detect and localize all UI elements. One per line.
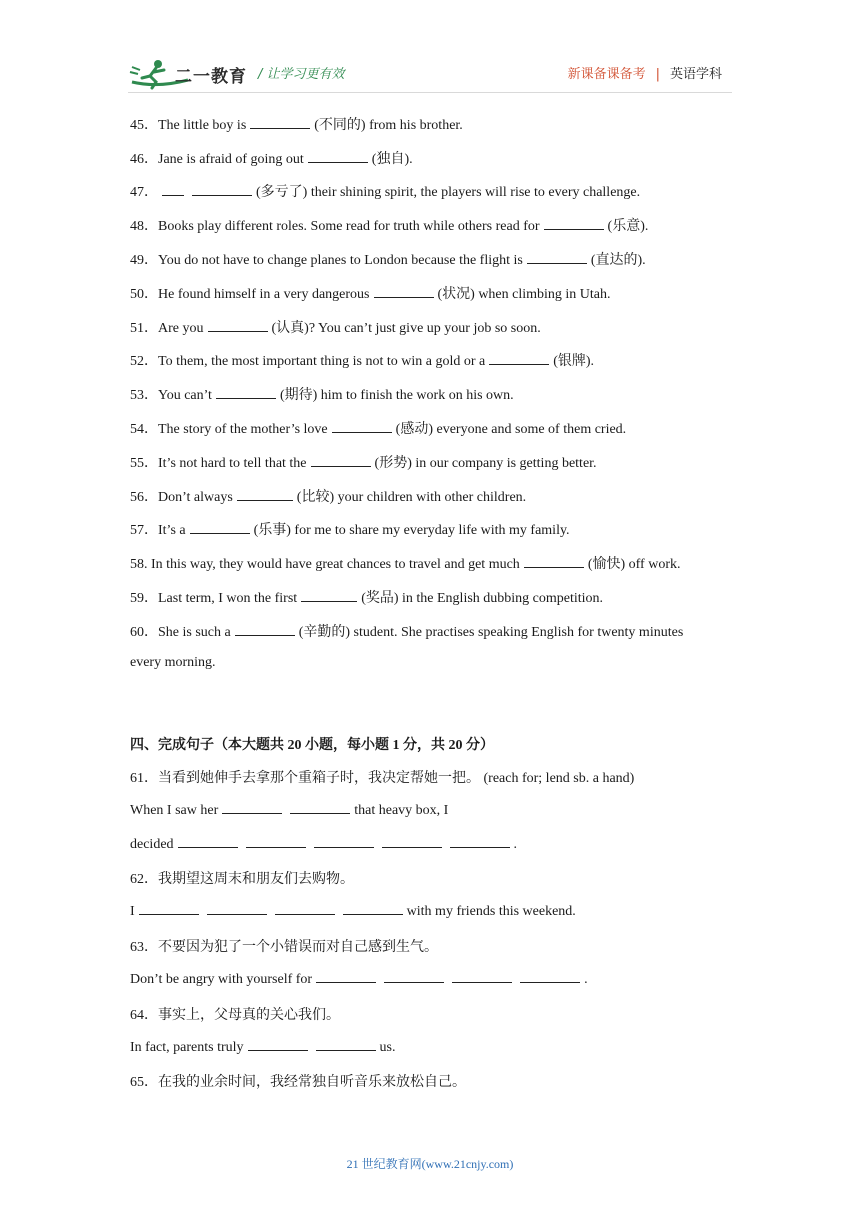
section-title: 四、完成句子（本大题共 20 小题，每小题 1 分，共 20 分） (130, 738, 494, 753)
answer-blank[interactable] (190, 521, 250, 534)
answer-blank[interactable] (275, 902, 335, 915)
answer-blank[interactable] (178, 835, 238, 848)
question-46: 46．Jane is afraid of going out (独自). (130, 152, 413, 167)
answer-blank[interactable] (139, 902, 199, 915)
question-58: 58. In this way, they would have great chances to travel and get much (愉快) off work. (130, 557, 681, 572)
answer-blank[interactable] (246, 835, 306, 848)
header-subject (568, 63, 722, 82)
answer-blank[interactable] (374, 285, 434, 298)
question-50: 50．He found himself in a very dangerous (状况) when climbing in Utah. (130, 287, 611, 302)
question-62-prompt: 62．我期望这周末和朋友们去购物。 (130, 872, 354, 887)
question-64-line: In fact, parents truly us. (130, 1040, 396, 1055)
answer-blank[interactable] (343, 902, 403, 915)
answer-blank[interactable] (332, 420, 392, 433)
answer-blank[interactable] (527, 251, 587, 264)
header-separator: | (655, 67, 660, 82)
question-61-line2: decided . (130, 837, 518, 852)
question-62-line: I with my friends this weekend. (130, 904, 576, 919)
answer-blank[interactable] (311, 454, 371, 467)
answer-blank[interactable] (162, 183, 184, 196)
question-57: 57．It’s a (乐事) for me to share my everyday life with my family. (130, 523, 570, 538)
page-header (0, 0, 860, 100)
answer-blank[interactable] (235, 623, 295, 636)
question-63-prompt: 63．不要因为犯了一个小错误而对自己感到生气。 (130, 940, 438, 955)
question-61-prompt: 61．当看到她伸手去拿那个重箱子时，我决定帮她一把。 (reach for; lend sb. a hand) (130, 771, 635, 786)
header-slogan: / 让学习更有效 (258, 67, 345, 82)
question-53: 53．You can’t (期待) him to finish the work on his own. (130, 388, 514, 403)
header-course-label: 新课备课备考 (567, 67, 646, 82)
question-59: 59．Last term, I won the first (奖品) in the English dubbing competition. (130, 591, 604, 606)
question-63-line: Don’t be angry with yourself for . (130, 972, 588, 987)
answer-blank[interactable] (384, 970, 444, 983)
question-47: 47． (多亏了) their shining spirit, the players will rise to every challenge. (130, 185, 641, 200)
question-60-continued: every morning. (130, 655, 216, 670)
header-divider (128, 92, 732, 93)
question-56: 56．Don’t always (比较) your children with other children. (130, 490, 527, 505)
answer-blank[interactable] (208, 319, 268, 332)
answer-blank[interactable] (316, 1038, 376, 1051)
answer-blank[interactable] (489, 352, 549, 365)
answer-blank[interactable] (248, 1038, 308, 1051)
answer-blank[interactable] (520, 970, 580, 983)
question-45: 45．The little boy is (不同的) from his brother. (130, 118, 463, 133)
question-52: 52．To them, the most important thing is not to win a gold or a (银牌). (130, 354, 595, 369)
answer-blank[interactable] (207, 902, 267, 915)
answer-blank[interactable] (250, 116, 310, 129)
answer-blank[interactable] (382, 835, 442, 848)
question-60: 60．She is such a (辛勤的) student. She practises speaking English for twenty minutes (130, 625, 684, 640)
page-footer[interactable]: 21 世纪教育网(www.21cnjy.com) (346, 1157, 514, 1171)
answer-blank[interactable] (316, 970, 376, 983)
answer-blank[interactable] (192, 183, 252, 196)
question-61-line1: When I saw her that heavy box, I (130, 803, 449, 818)
answer-blank[interactable] (452, 970, 512, 983)
answer-blank[interactable] (290, 801, 350, 814)
answer-blank[interactable] (237, 488, 293, 501)
question-64-prompt: 64．事实上，父母真的关心我们。 (130, 1008, 340, 1023)
question-65-prompt: 65．在我的业余时间，我经常独自听音乐来放松自己。 (130, 1075, 466, 1090)
answer-blank[interactable] (524, 555, 584, 568)
question-49: 49．You do not have to change planes to London because the flight is (直达的). (130, 253, 646, 268)
answer-blank[interactable] (308, 150, 368, 163)
answer-blank[interactable] (544, 217, 604, 230)
answer-blank[interactable] (216, 386, 276, 399)
answer-blank[interactable] (222, 801, 282, 814)
question-55: 55．It’s not hard to tell that the (形势) in our company is getting better. (130, 456, 597, 471)
answer-blank[interactable] (314, 835, 374, 848)
answer-blank[interactable] (450, 835, 510, 848)
question-51: 51．Are you (认真)? You can’t just give up your job so soon. (130, 321, 541, 336)
question-54: 54．The story of the mother’s love (感动) everyone and some of them cried. (130, 422, 627, 437)
header-subject-label: 英语学科 (669, 67, 722, 82)
answer-blank[interactable] (301, 589, 357, 602)
question-48: 48．Books play different roles. Some read for truth while others read for (乐意). (130, 219, 649, 234)
logo-text: 二一教育 (175, 67, 247, 87)
